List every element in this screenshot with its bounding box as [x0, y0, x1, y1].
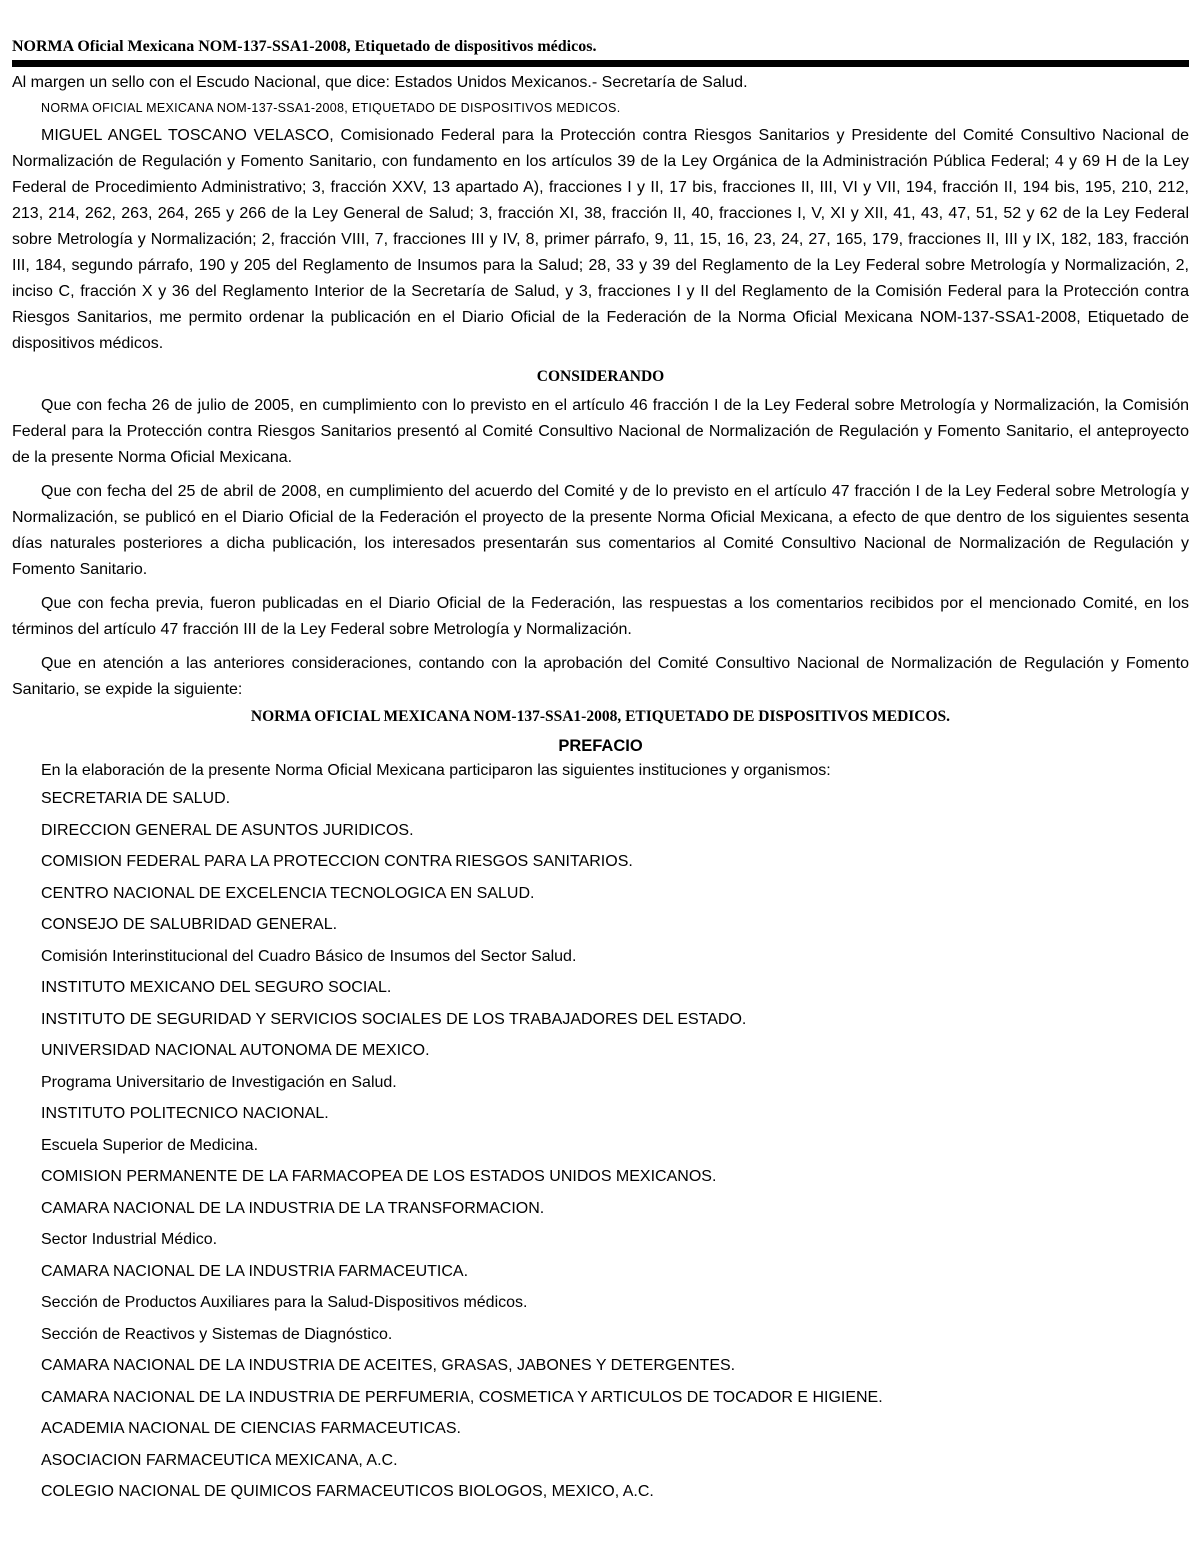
seal-intro-line: Al margen un sello con el Escudo Nacional, que dice: Estados Unidos Mexicanos.- Secretaría de Salud.	[12, 74, 748, 91]
organization-item: INSTITUTO POLITECNICO NACIONAL.	[41, 1105, 329, 1122]
norm-heading: NORMA OFICIAL MEXICANA NOM-137-SSA1-2008, ETIQUETADO DE DISPOSITIVOS MEDICOS.	[250, 708, 951, 725]
considerando-paragraph: Que con fecha previa, fueron publicadas en el Diario Oficial de la Federación, las respuestas a los comentarios recibidos por el mencionado Comité, en los términos del artículo 47 fracción III de la Ley Federal sobre Metrología y Normalización.	[12, 595, 1189, 638]
document-page	[12, 36, 1189, 1508]
organization-item: COLEGIO NACIONAL DE QUIMICOS FARMACEUTICOS BIOLOGOS, MEXICO, A.C.	[41, 1483, 654, 1500]
organization-item: UNIVERSIDAD NACIONAL AUTONOMA DE MEXICO.	[41, 1042, 430, 1059]
organization-item: CAMARA NACIONAL DE LA INDUSTRIA FARMACEUTICA.	[41, 1262, 469, 1280]
organization-item: ACADEMIA NACIONAL DE CIENCIAS FARMACEUTICAS.	[41, 1420, 461, 1437]
organization-item: Sector Industrial Médico.	[41, 1231, 218, 1248]
prefacio-intro: En la elaboración de la presente Norma Oficial Mexicana participaron las siguientes instituciones y organismos:	[41, 762, 831, 779]
organization-item: SECRETARIA DE SALUD.	[41, 790, 231, 807]
considerando-paragraph: Que en atención a las anteriores consideraciones, contando con la aprobación del Comité Consultivo Nacional de Normalización de Regulación y Fomento Sanitario, se expide la siguiente:	[12, 655, 1189, 698]
norm-caps-title: NORMA OFICIAL MEXICANA NOM-137-SSA1-2008, ETIQUETADO DE DISPOSITIVOS MEDICOS.	[41, 101, 621, 115]
organization-item: INSTITUTO DE SEGURIDAD Y SERVICIOS SOCIALES DE LOS TRABAJADORES DEL ESTADO.	[41, 1010, 747, 1028]
organization-item: ASOCIACION FARMACEUTICA MEXICANA, A.C.	[41, 1451, 398, 1469]
organization-list	[12, 783, 1189, 1508]
organization-item: DIRECCION GENERAL DE ASUNTOS JURIDICOS.	[41, 821, 414, 839]
organization-item: Sección de Reactivos y Sistemas de Diagnóstico.	[41, 1325, 393, 1343]
organization-item: Escuela Superior de Medicina.	[41, 1136, 259, 1154]
organization-item: CAMARA NACIONAL DE LA INDUSTRIA DE ACEITES, GRASAS, JABONES Y DETERGENTES.	[41, 1357, 736, 1374]
organization-item: COMISION PERMANENTE DE LA FARMACOPEA DE LOS ESTADOS UNIDOS MEXICANOS.	[41, 1168, 717, 1185]
organization-item: COMISION FEDERAL PARA LA PROTECCION CONTRA RIESGOS SANITARIOS.	[41, 853, 633, 870]
organization-item: CAMARA NACIONAL DE LA INDUSTRIA DE LA TRANSFORMACION.	[41, 1199, 545, 1217]
considerando-heading: CONSIDERANDO	[536, 368, 665, 385]
organization-item: Comisión Interinstitucional del Cuadro Básico de Insumos del Sector Salud.	[41, 947, 577, 965]
organization-item: CONSEJO DE SALUBRIDAD GENERAL.	[41, 916, 338, 933]
document-header-title: NORMA Oficial Mexicana NOM-137-SSA1-2008, Etiquetado de dispositivos médicos.	[12, 38, 597, 55]
preamble-paragraph: MIGUEL ANGEL TOSCANO VELASCO, Comisionado Federal para la Protección contra Riesgos Sanitarios y Presidente del Comité Consultivo Nacional de Normalización de Regulación y Fomento Sanitario, con fundamento en los artículos 39 de la Ley Orgánica de la Administración Pública Federal; 4 y 69 H de la Ley Federal de Procedimiento Administrativo; 3, fracción XXV, 13 apartado A), fracciones I y II, 17 bis, fracciones II, III, VI y VII, 194, fracción II, 194 bis, 195, 210, 212, 213, 214, 262, 263, 264, 265 y 266 de la Ley General de Salud; 3, fracción XI, 38, fracción II, 40, fracciones I, V, XI y XII, 41, 43, 47, 51, 52 y 62 de la Ley Federal sobre Metrología y Normalización; 2, fracción VIII, 7, fracciones III y IV, 8, primer párrafo, 9, 11, 15, 16, 23, 24, 27, 165, 179, fracciones II, III y IX, 182, 183, fracción III, 184, segundo párrafo, 190 y 205 del Reglamento de Insumos para la Salud; 28, 33 y 39 del Reglamento de la Ley Federal sobre Metrología y Normalización, 2, inciso C, fracción X y 36 del Reglamento Interior de la Secretaría de Salud, y 3, fracciones I y II del Reglamento de la Comisión Federal para la Protección contra Riesgos Sanitarios, me permito ordenar la publicación en el Diario Oficial de la Federación de la Norma Oficial Mexicana NOM-137-SSA1-2008, Etiquetado de dispositivos médicos.	[12, 127, 1189, 352]
organization-item: CENTRO NACIONAL DE EXCELENCIA TECNOLOGICA EN SALUD.	[41, 884, 535, 902]
organization-item: Programa Universitario de Investigación en Salud.	[41, 1073, 397, 1091]
prefacio-heading: PREFACIO	[558, 737, 643, 755]
organization-item: CAMARA NACIONAL DE LA INDUSTRIA DE PERFUMERIA, COSMETICA Y ARTICULOS DE TOCADOR E HIGIENE.	[41, 1388, 883, 1406]
considerando-paragraph: Que con fecha del 25 de abril de 2008, en cumplimiento del acuerdo del Comité y de lo previsto en el artículo 47 fracción I de la Ley Federal sobre Metrología y Normalización, se publicó en el Diario Oficial de la Federación el proyecto de la presente Norma Oficial Mexicana, a efecto de que dentro de los siguientes sesenta días naturales posteriores a dicha publicación, los interesados presentarán sus comentarios al Comité Consultivo Nacional de Normalización de Regulación y Fomento Sanitario.	[12, 483, 1189, 578]
considerando-paragraph: Que con fecha 26 de julio de 2005, en cumplimiento con lo previsto en el artículo 46 fracción I de la Ley Federal sobre Metrología y Normalización, la Comisión Federal para la Protección contra Riesgos Sanitarios presentó al Comité Consultivo Nacional de Normalización de Regulación y Fomento Sanitario, el anteproyecto de la presente Norma Oficial Mexicana.	[12, 397, 1189, 466]
organization-item: INSTITUTO MEXICANO DEL SEGURO SOCIAL.	[41, 979, 392, 996]
organization-item: Sección de Productos Auxiliares para la Salud-Dispositivos médicos.	[41, 1294, 528, 1311]
header-rule	[12, 60, 1189, 67]
